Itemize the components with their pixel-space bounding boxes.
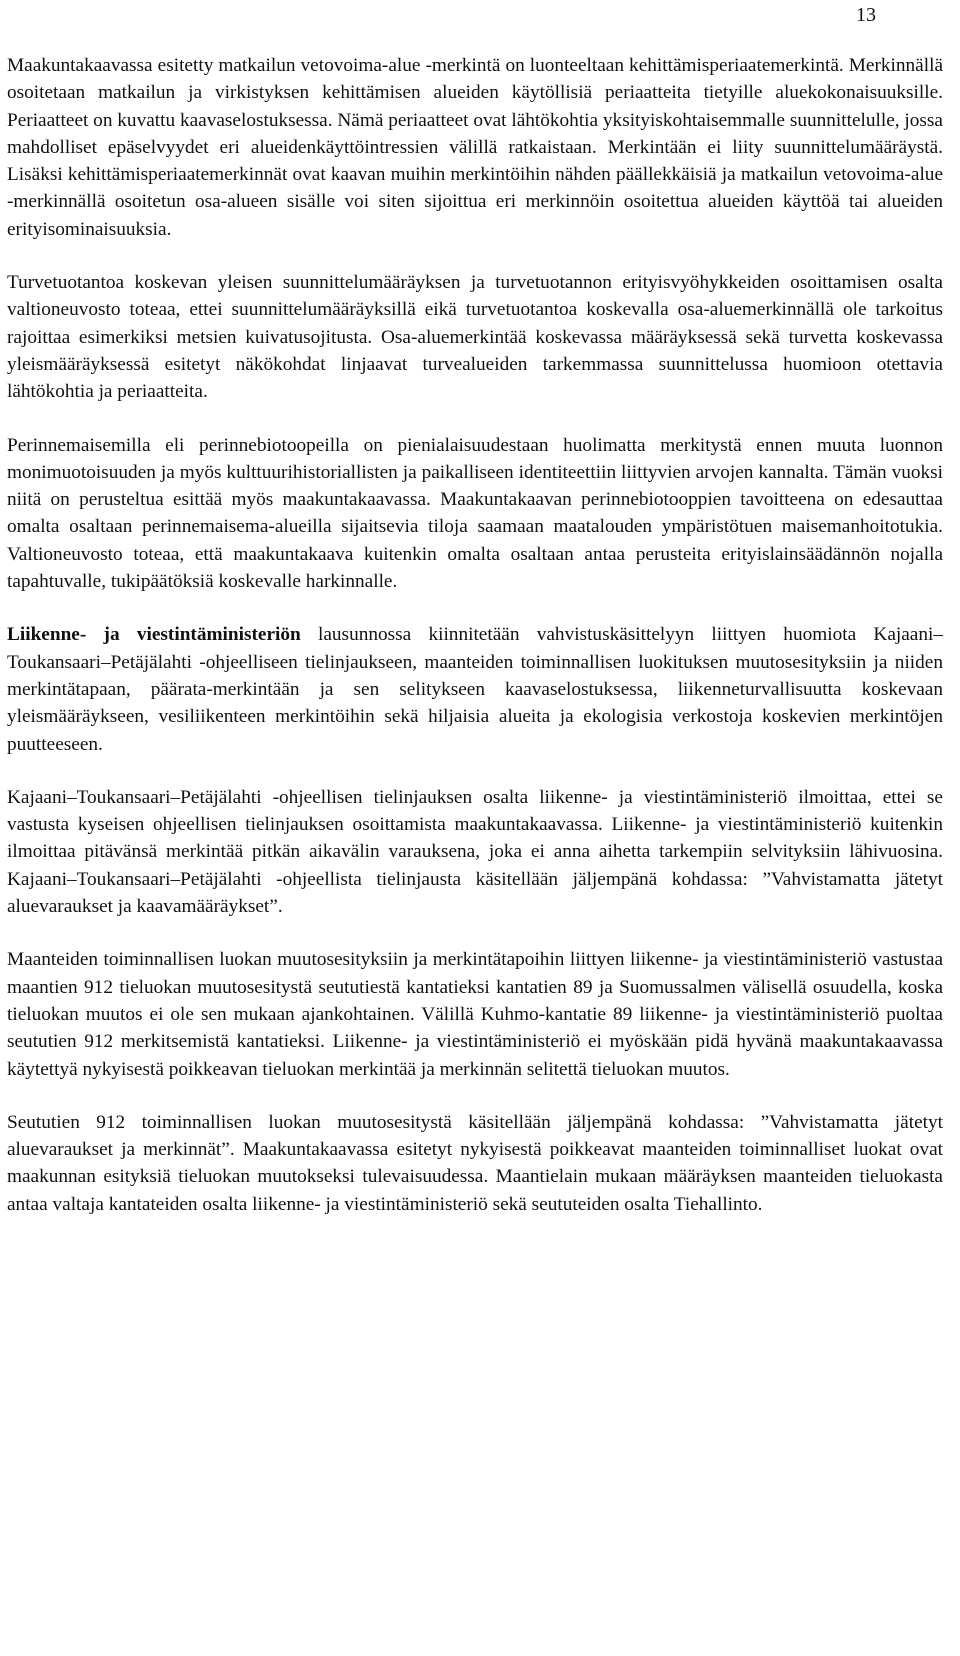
paragraph-ministry-statement: [7, 621, 943, 757]
ministry-name-bold: Liikenne- ja viestintäministeriön: [7, 624, 301, 646]
paragraph-tourism-area: Maakuntakaavassa esitetty matkailun vetovoima-alue -merkintä on luonteeltaan kehittämisperiaatemerkintä. Merkinnällä osoitetaan matkailun ja virkistyksen kehittämisen alueiden käytöllisiä periaatteita tietyille aluekokonaisuuksille. Periaatteet on kuvattu kaavaselostuksessa. Nämä periaatteet ovat lähtökohtia yksityiskohtaisemmalle suunnittelulle, jossa mahdolliset epäselvyydet eri alueidenkäyttöintressien välillä ratkaistaan. Merkintään ei liity suunnittelumääräystä. Lisäksi kehittämisperiaatemerkinnät ovat kaavan muihin merkintöihin nähden päällekkäisiä ja matkailun vetovoima-alue -merkinnällä osoitetun osa-alueen sisälle voi siten sijoittua eri merkinnöin osoitettua alueiden käyttöä tai alueiden erityisominaisuuksia.: [7, 55, 943, 240]
page-number: 13: [856, 4, 876, 26]
ministry-statement-text: lausunnossa kiinnitetään vahvistuskäsittelyyn liittyen huomiota Kajaani–Toukansaari–Petäjälahti -ohjeelliseen tielinjaukseen, maanteiden toiminnallisen luokituksen muutosesityksiin ja niiden merkintätapaan, päärata-merkintään ja sen selitykseen kaavaselostuksessa, liikenneturvallisuutta koskevaan yleismääräykseen, vesiliikenteen merkintöihin sekä hiljaisia alueita ja ekologisia verkostoja koskevien merkintöjen puutteeseen.: [7, 624, 943, 755]
paragraph-peat-production: Turvetuotantoa koskevan yleisen suunnittelumääräyksen ja turvetuotannon erityisvyöhykkeiden osoittamisen osalta valtioneuvosto toteaa, ettei suunnittelumääräyksillä eikä turvetuotantoa koskevalla osa-aluemerkinnällä ole tarkoitus rajoittaa esimerkiksi metsien kuivatusojitusta. Osa-aluemerkintää koskevassa määräyksessä sekä turvetta koskevassa yleismääräyksessä esitetyt näkökohdat linjaavat turvealueiden tarkemmassa suunnittelussa huomioon otettavia lähtökohtia ja periaatteita.: [7, 272, 943, 403]
paragraph-road-classification: Maanteiden toiminnallisen luokan muutosesityksiin ja merkintätapoihin liittyen liikenne- ja viestintäministeriö vastustaa maantien 912 tieluokan muutosesitystä seututiestä kantatieksi kantatien 89 ja Suomussalmen välisellä osuudella, koska tieluokan muutos ei ole sen mukaan ajankohtainen. Välillä Kuhmo-kantatie 89 liikenne- ja viestintäministeriö puoltaa seututien 912 merkitsemistä kantatieksi. Liikenne- ja viestintäministeriö ei myöskään pidä hyvänä maakuntakaavassa käytettyä nykyisestä poikkeavan tieluokan merkintää ja merkinnän selitettä tieluokan muutos.: [7, 949, 943, 1080]
document-body: [7, 52, 943, 1244]
paragraph-road-alignment: Kajaani–Toukansaari–Petäjälahti -ohjeellisen tielinjauksen osalta liikenne- ja viestintäministeriö ilmoittaa, ettei se vastusta kyseisen ohjeellisen tielinjauksen osoittamista maakuntakaavassa. Liikenne- ja viestintäministeriö kuitenkin ilmoittaa pitävänsä merkintää pitkän aikavälin varauksena, joka ei anna aihetta tarkempiin selvityksiin lähivuosina. Kajaani–Toukansaari–Petäjälahti -ohjeellista tielinjausta käsitellään jäljempänä kohdassa: ”Vahvistamatta jätetyt aluevaraukset ja kaavamääräykset”.: [7, 786, 943, 918]
paragraph-heritage-landscapes: Perinnemaisemilla eli perinnebiotoopeilla on pienialaisuudestaan huolimatta merkitystä ennen muuta luonnon monimuotoisuuden ja myös kulttuurihistoriallisten ja paikalliseen identiteettiin liittyvien arvojen kannalta. Tämän vuoksi niitä on perusteltua esittää myös maakuntakaavassa. Maakuntakaavan perinnebiotooppien tavoitteena on edesauttaa omalta osaltaan perinnemaisema-alueilla sijaitsevia tiloja saamaan maatalouden ympäristötuen maisemanhoitotukia. Valtioneuvosto toteaa, että maakuntakaava kuitenkin omalta osaltaan antaa perusteita erityislainsäädännön nojalla tapahtuvalle, tukipäätöksiä koskevalle harkinnalle.: [7, 434, 943, 593]
paragraph-regional-road-912: Seututien 912 toiminnallisen luokan muutosesitystä käsitellään jäljempänä kohdassa: ”Vahvistamatta jätetyt aluevaraukset ja merkinnät”. Maakuntakaavassa esitetyt nykyisestä poikkeavat maanteiden toiminnalliset luokat ovat maakunnan esityksiä tieluokan muutokseksi tulevaisuudessa. Maantielain mukaan määräyksen maanteiden tieluokasta antaa valtaja kantateiden osalta liikenne- ja viestintäministeriö sekä seututeiden osalta Tiehallinto.: [7, 1111, 943, 1215]
